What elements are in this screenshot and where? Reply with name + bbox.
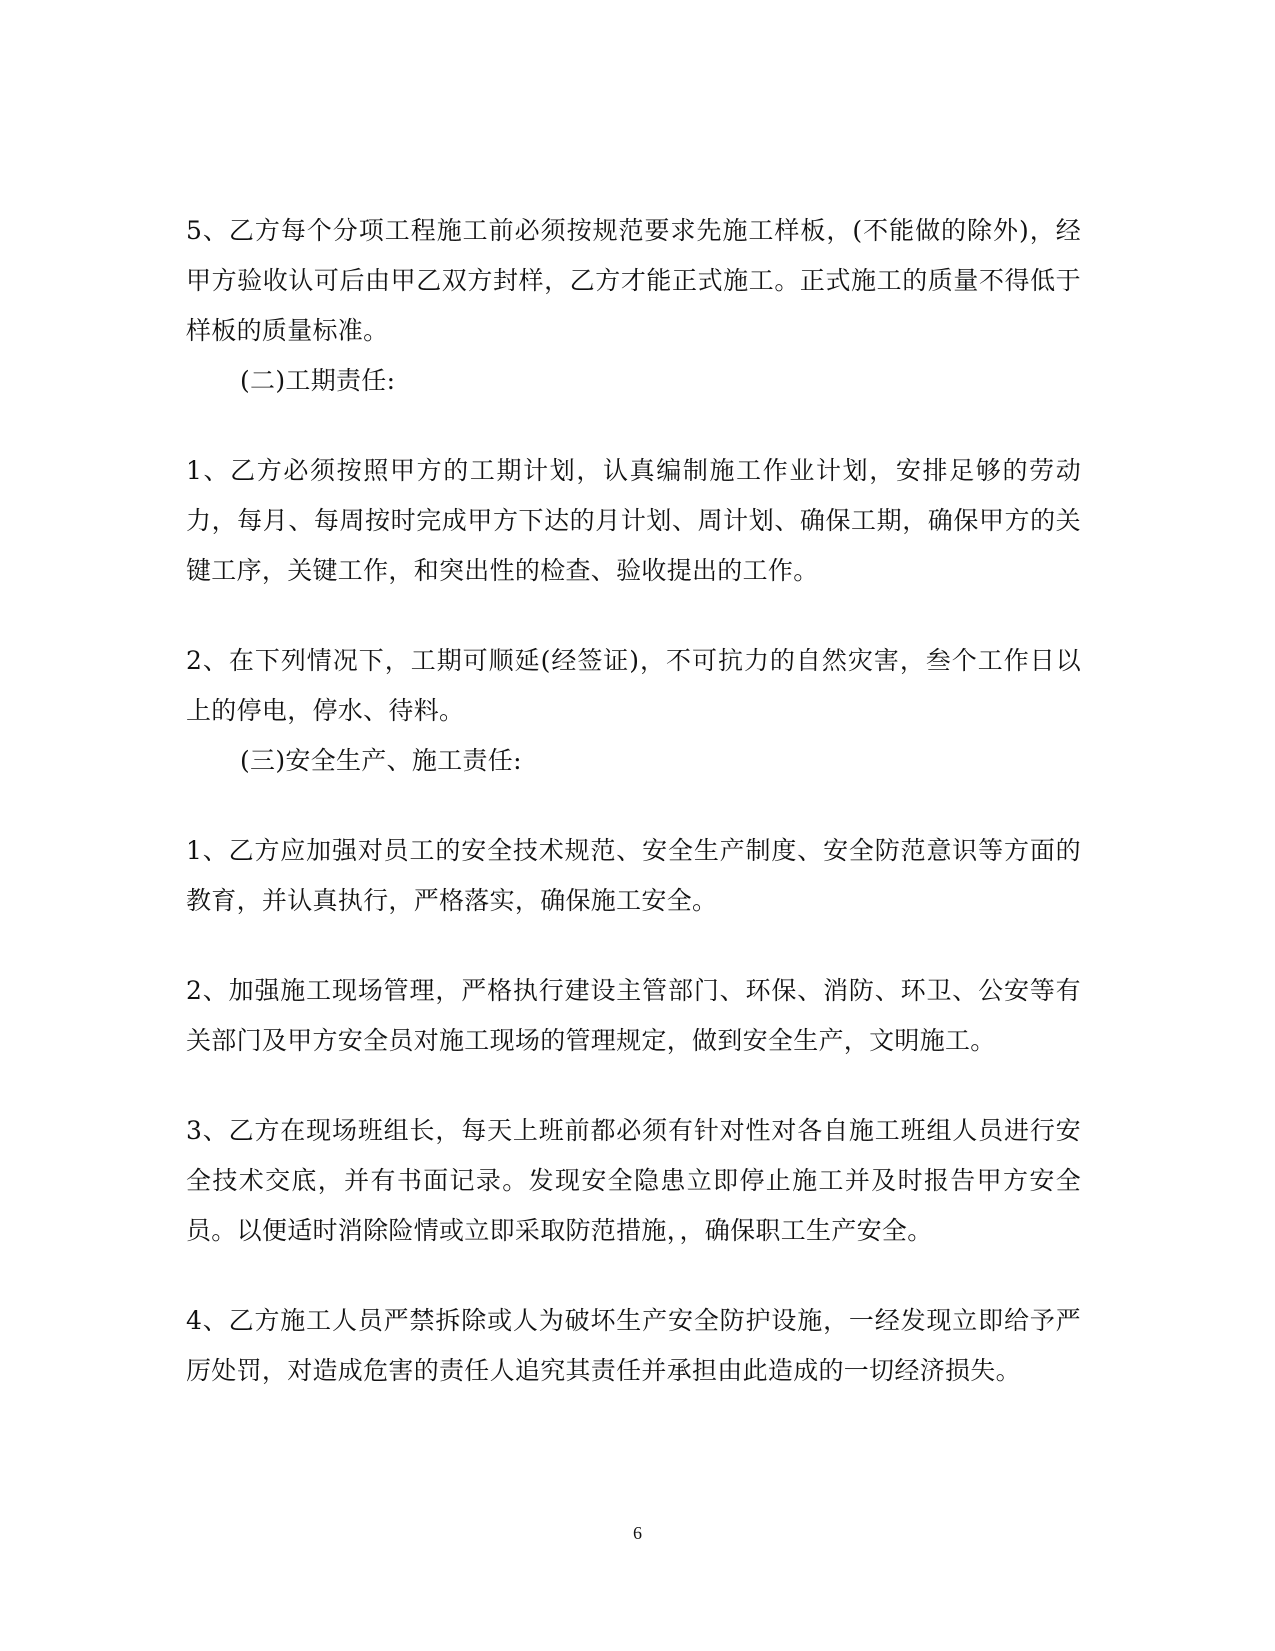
safety-clause-4: 4、乙方施工人员严禁拆除或人为破坏生产安全防护设施，一经发现立即给予严厉处罚，对造成危害的责任人追究其责任并承担由此造成的一切经济损失。: [186, 1306, 1081, 1385]
schedule-clause-1: 1、乙方必须按照甲方的工期计划，认真编制施工作业计划，安排足够的劳动力，每月、每周按时完成甲方下达的月计划、周计划、确保工期，确保甲方的关键工序，关键工作，和突出性的检查、验收提出的工作。: [186, 456, 1081, 585]
safety-clause-3: 3、乙方在现场班组长，每天上班前都必须有针对性对各自施工班组人员进行安全技术交底，并有书面记录。发现安全隐患立即停止施工并及时报告甲方安全员。以便适时消除险情或立即采取防范措施，，确保职工生产安全。: [186, 1116, 1081, 1245]
clause-5-sample-board: 5、乙方每个分项工程施工前必须按规范要求先施工样板，(不能做的除外)，经甲方验收认可后由甲乙双方封样，乙方才能正式施工。正式施工的质量不得低于样板的质量标准。: [186, 216, 1081, 345]
safety-clause-2: 2、加强施工现场管理，严格执行建设主管部门、环保、消防、环卫、公安等有关部门及甲方安全员对施工现场的管理规定，做到安全生产，文明施工。: [186, 976, 1081, 1055]
safety-clause-1: 1、乙方应加强对员工的安全技术规范、安全生产制度、安全防范意识等方面的教育，并认真执行，严格落实，确保施工安全。: [186, 836, 1081, 915]
schedule-clause-2: 2、在下列情况下，工期可顺延(经签证)，不可抗力的自然灾害，叁个工作日以上的停电，停水、待料。: [186, 646, 1081, 725]
page-number: 6: [633, 1523, 642, 1543]
section-heading-schedule: (二)工期责任:: [240, 366, 396, 395]
document-body: [186, 206, 1081, 1396]
section-heading-safety: (三)安全生产、施工责任:: [240, 746, 522, 775]
